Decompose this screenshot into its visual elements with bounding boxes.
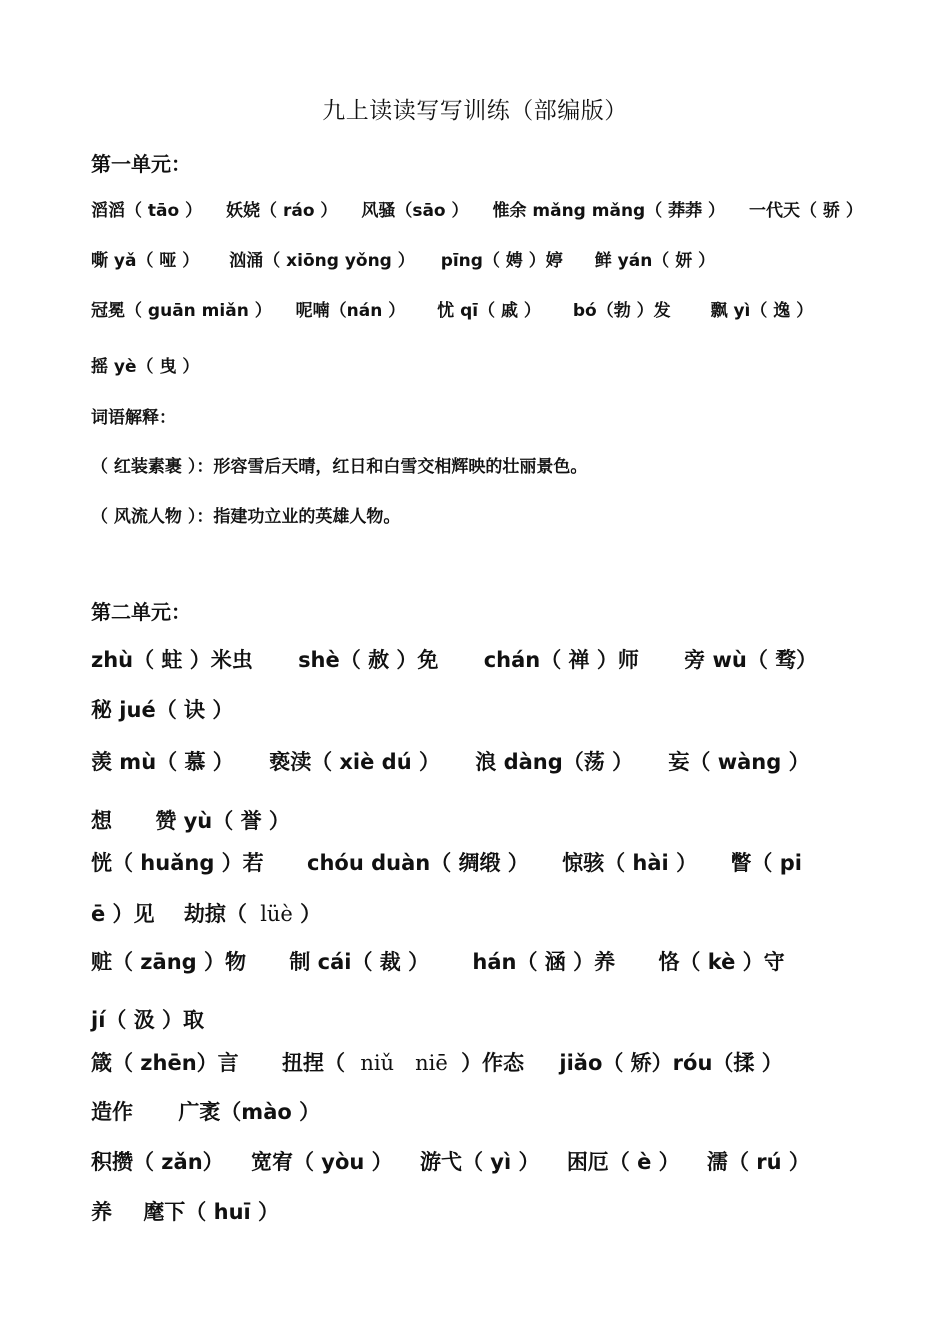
unit2-line-12	[91, 1196, 279, 1226]
vocab-item: 宽宥（ yòu ）	[250, 1150, 393, 1174]
vocab-pinyin: niǔ niē	[360, 1051, 448, 1075]
vocab-item: 秘 jué（ 诀 ）	[91, 698, 234, 722]
vocab-item: 濡（ rú ）	[707, 1150, 810, 1174]
vocab-item: jiǎo（ 矫）róu（揉 ）	[559, 1051, 783, 1075]
unit2-heading: 第二单元：	[91, 600, 191, 624]
vocab-item: 汹涌（ xiōng yǒng ）	[229, 251, 415, 271]
vocab-item: 造作	[91, 1100, 133, 1124]
vocab-item: chóu duàn（ 绸缎 ）	[307, 851, 529, 875]
vocab-item: 亵渎（ xiè dú ）	[269, 750, 440, 774]
vocab-item: pīng（ 娉 ）婷	[440, 251, 563, 271]
vocab-item: chán（ 禅 ）师	[483, 648, 639, 672]
unit2-line-8	[91, 1004, 204, 1034]
vocab-item: 劫掠（	[183, 902, 247, 926]
glossary-item: （ 红装素裹 ）：形容雪后天晴，红日和白雪交相辉映的壮丽景色。	[91, 457, 588, 477]
vocab-item: 羡 mù（ 慕 ）	[91, 750, 234, 774]
unit1-row-3	[91, 296, 813, 321]
vocab-item: 飘 yì（ 逸 ）	[710, 301, 814, 321]
vocab-item: 嘶 yǎ（ 哑 ）	[91, 251, 200, 271]
vocab-item: 想	[91, 809, 112, 833]
unit1-heading: 第一单元：	[91, 152, 191, 176]
vocab-item: 箴（ zhēn）言	[91, 1051, 239, 1075]
vocab-item: 忧 qī（ 戚 ）	[437, 301, 541, 321]
unit1-row-2	[91, 246, 715, 271]
unit2-line-10	[91, 1096, 320, 1126]
vocab-item: ）作态	[461, 1051, 525, 1075]
vocab-item: ē ）见	[91, 902, 155, 926]
unit2-line-4	[91, 805, 290, 835]
vocab-item: 鲜 yán（ 妍 ）	[594, 251, 716, 271]
glossary-item: （ 风流人物 ）：指建功立业的英雄人物。	[91, 507, 401, 527]
vocab-item: 浪 dàng（荡 ）	[475, 750, 634, 774]
vocab-item: 摇 yè（ 曳 ）	[91, 357, 200, 377]
vocab-item: 旁 wù（ 骛）	[684, 648, 818, 672]
vocab-item: 风骚（sāo ）	[361, 201, 469, 221]
vocab-item: 妖娆（ ráo ）	[226, 201, 338, 221]
page-title: 九上读读写写训练（部编版）	[322, 98, 628, 124]
unit2-line-1	[91, 644, 817, 674]
vocab-item: bó（勃 ）发	[572, 301, 671, 321]
vocab-item: 积攒（ zǎn）	[91, 1150, 224, 1174]
unit2-line-3	[91, 746, 810, 776]
vocab-item: 困厄（ è ）	[566, 1150, 680, 1174]
vocab-item: 妄（ wàng ）	[668, 750, 810, 774]
vocab-item: 广袤（mào ）	[178, 1100, 321, 1124]
vocab-item: 冠冕（ guān miǎn ）	[91, 301, 272, 321]
vocab-item: 赞 yù（ 誉 ）	[155, 809, 290, 833]
unit2-line-6	[91, 898, 321, 928]
vocab-item: 一代天（ 骄 ）	[748, 201, 863, 221]
vocab-item: 惟余 mǎng mǎng（ 莽莽 ）	[492, 201, 726, 221]
glossary-heading: 词语解释：	[91, 408, 176, 428]
unit2-line-5	[91, 847, 802, 877]
unit2-line-11	[91, 1146, 810, 1176]
vocab-item: 滔滔（ tāo ）	[91, 201, 203, 221]
vocab-item: 麾下（ huī ）	[143, 1200, 280, 1224]
vocab-item: ）	[300, 902, 322, 926]
vocab-item: 恪（ kè ）守	[658, 950, 785, 974]
vocab-item: 游弋（ yì ）	[419, 1150, 540, 1174]
vocab-item: zhù（ 蛀 ）米虫	[91, 648, 253, 672]
unit2-line-9	[91, 1047, 783, 1077]
unit1-row-1	[91, 196, 863, 221]
vocab-item: 制 cái（ 裁 ）	[289, 950, 430, 974]
unit2-line-7	[91, 946, 785, 976]
vocab-item: 恍（ huǎng ）若	[91, 851, 264, 875]
vocab-item: 瞥（ pi	[730, 851, 802, 875]
vocab-item: 呢喃（nán ）	[295, 301, 406, 321]
vocab-item: hán（ 涵 ）养	[472, 950, 616, 974]
vocab-item: 扭捏（	[282, 1051, 345, 1075]
vocab-item: 赃（ zāng ）物	[91, 950, 246, 974]
vocab-item: 惊骇（ hài ）	[562, 851, 698, 875]
vocab-pinyin: lüè	[260, 902, 293, 926]
unit2-line-2	[91, 694, 233, 724]
vocab-item: shè（ 赦 ）免	[298, 648, 439, 672]
vocab-item: jí（ 汲 ）取	[91, 1008, 205, 1032]
vocab-item: 养	[91, 1200, 112, 1224]
unit1-row-4	[91, 352, 199, 377]
